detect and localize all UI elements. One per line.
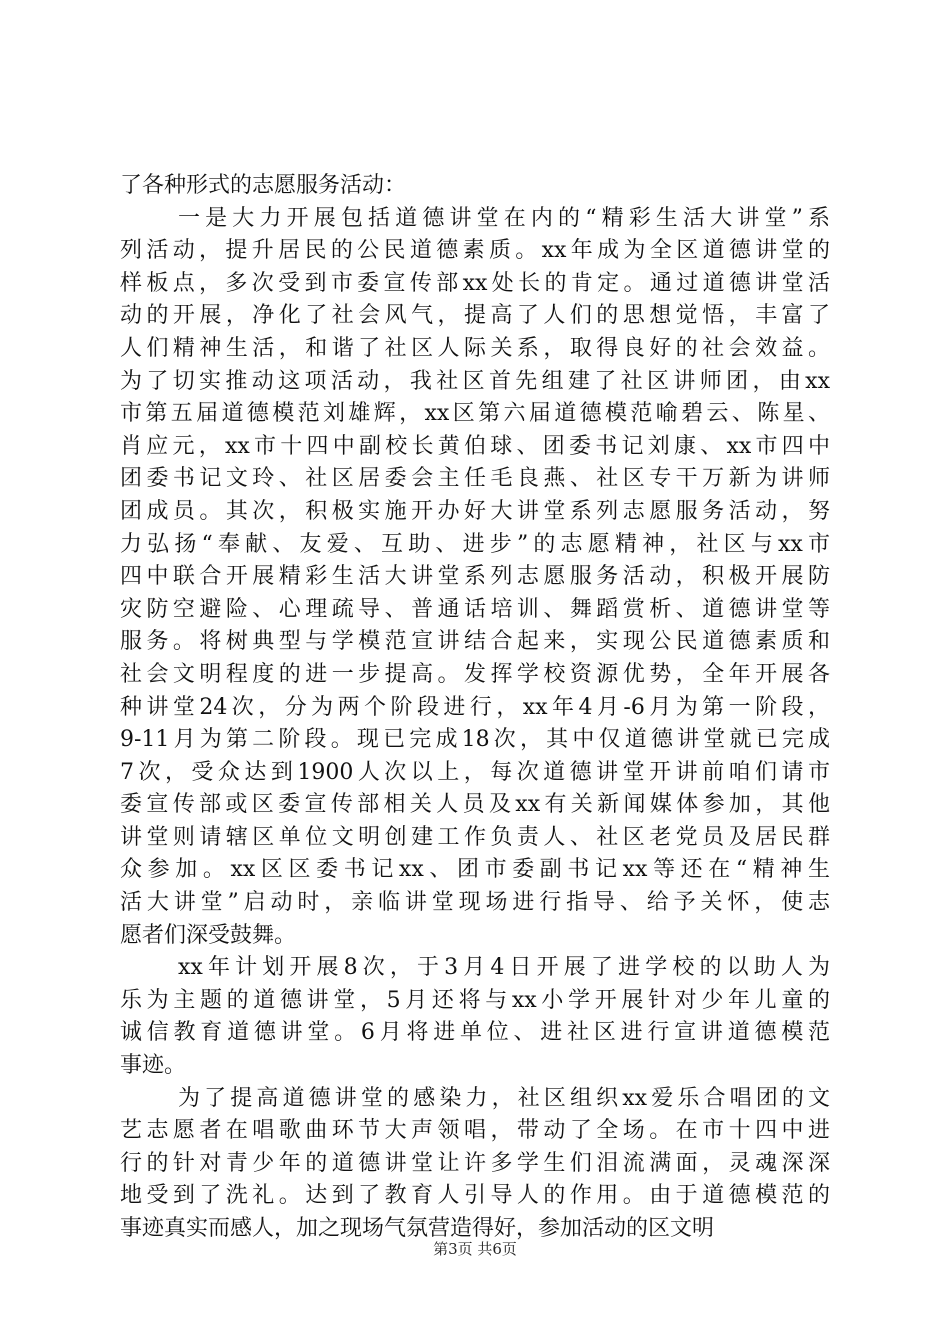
text-line: 灾防空避险、心理疏导、普通话培训、舞蹈赏析、道德讲堂等 (120, 596, 830, 622)
text-line: 团委书记文玲、社区居委会主任毛良燕、社区专干万新为讲师 (120, 466, 830, 492)
text-line: 力弘扬“奉献、友爱、互助、进步”的志愿精神，社区与xx市 (120, 531, 830, 557)
text-line: 四中联合开展精彩生活大讲堂系列志愿服务活动，积极开展防 (120, 564, 830, 590)
paragraph (120, 1083, 830, 1246)
page-footer: 第3页 共6页 (433, 1240, 517, 1258)
paragraph (120, 203, 830, 953)
text-line: 活大讲堂”启动时，亲临讲堂现场进行指导、给予关怀，使志 (120, 890, 830, 916)
text-line: 地受到了洗礼。达到了教育人引导人的作用。由于道德模范的 (120, 1183, 830, 1209)
text-line: 艺志愿者在唱歌曲环节大声领唱，带动了全场。在市十四中进 (120, 1118, 830, 1144)
text-line: 市第五届道德模范刘雄辉，xx区第六届道德模范喻碧云、陈星、 (120, 401, 830, 427)
text-line: 种讲堂24次，分为两个阶段进行，xx年4月-6月为第一阶段， (120, 694, 830, 720)
text-line: 为了提高道德讲堂的感染力，社区组织xx爱乐合唱团的文 (178, 1085, 830, 1111)
text-line: 7次，受众达到1900人次以上，每次道德讲堂开讲前咱们请市 (120, 759, 830, 785)
document-body (120, 170, 830, 1246)
text-line: 肖应元，xx市十四中副校长黄伯球、团委书记刘康、xx市四中 (120, 433, 830, 459)
text-line: 了各种形式的志愿服务活动： (120, 173, 407, 198)
text-line: 行的针对青少年的道德讲堂让许多学生们泪流满面，灵魂深深 (120, 1150, 830, 1176)
text-line: 样板点，多次受到市委宣传部xx处长的肯定。通过道德讲堂活 (120, 270, 830, 296)
text-line: 服务。将树典型与学模范宣讲结合起来，实现公民道德素质和 (120, 629, 830, 655)
text-line: 众参加。xx区区委书记xx、团市委副书记xx等还在“精神生 (120, 857, 830, 883)
text-line: 列活动，提升居民的公民道德素质。xx年成为全区道德讲堂的 (120, 238, 830, 264)
text-line: 动的开展，净化了社会风气，提高了人们的思想觉悟，丰富了 (120, 303, 830, 329)
text-line: 为了切实推动这项活动，我社区首先组建了社区讲师团，由xx (120, 368, 830, 394)
text-line: 9-11月为第二阶段。现已完成18次，其中仅道德讲堂就已完成 (120, 727, 830, 753)
paragraph (120, 170, 830, 203)
text-line: 愿者们深受鼓舞。 (120, 922, 297, 948)
text-line: 委宣传部或区委宣传部相关人员及xx有关新闻媒体参加，其他 (120, 792, 830, 818)
text-line: 乐为主题的道德讲堂，5月还将与xx小学开展针对少年儿童的 (120, 987, 830, 1013)
text-line: 人们精神生活，和谐了社区人际关系，取得良好的社会效益。 (120, 335, 830, 361)
text-line: 事迹。 (120, 1053, 187, 1079)
paragraph (120, 952, 830, 1082)
text-line: 一是大力开展包括道德讲堂在内的“精彩生活大讲堂”系 (178, 205, 830, 231)
text-line: 事迹真实而感人，加之现场气氛营造得好，参加活动的区文明 (120, 1216, 715, 1241)
text-line: 团成员。其次，积极实施开办好大讲堂系列志愿服务活动，努 (120, 498, 830, 524)
text-line: 讲堂则请辖区单位文明创建工作负责人、社区老党员及居民群 (120, 824, 830, 850)
text-line: 社会文明程度的进一步提高。发挥学校资源优势，全年开展各 (120, 661, 830, 687)
text-line: xx年计划开展8次，于3月4日开展了进学校的以助人为 (178, 955, 830, 981)
text-line: 诚信教育道德讲堂。6月将进单位、进社区进行宣讲道德模范 (120, 1020, 830, 1046)
